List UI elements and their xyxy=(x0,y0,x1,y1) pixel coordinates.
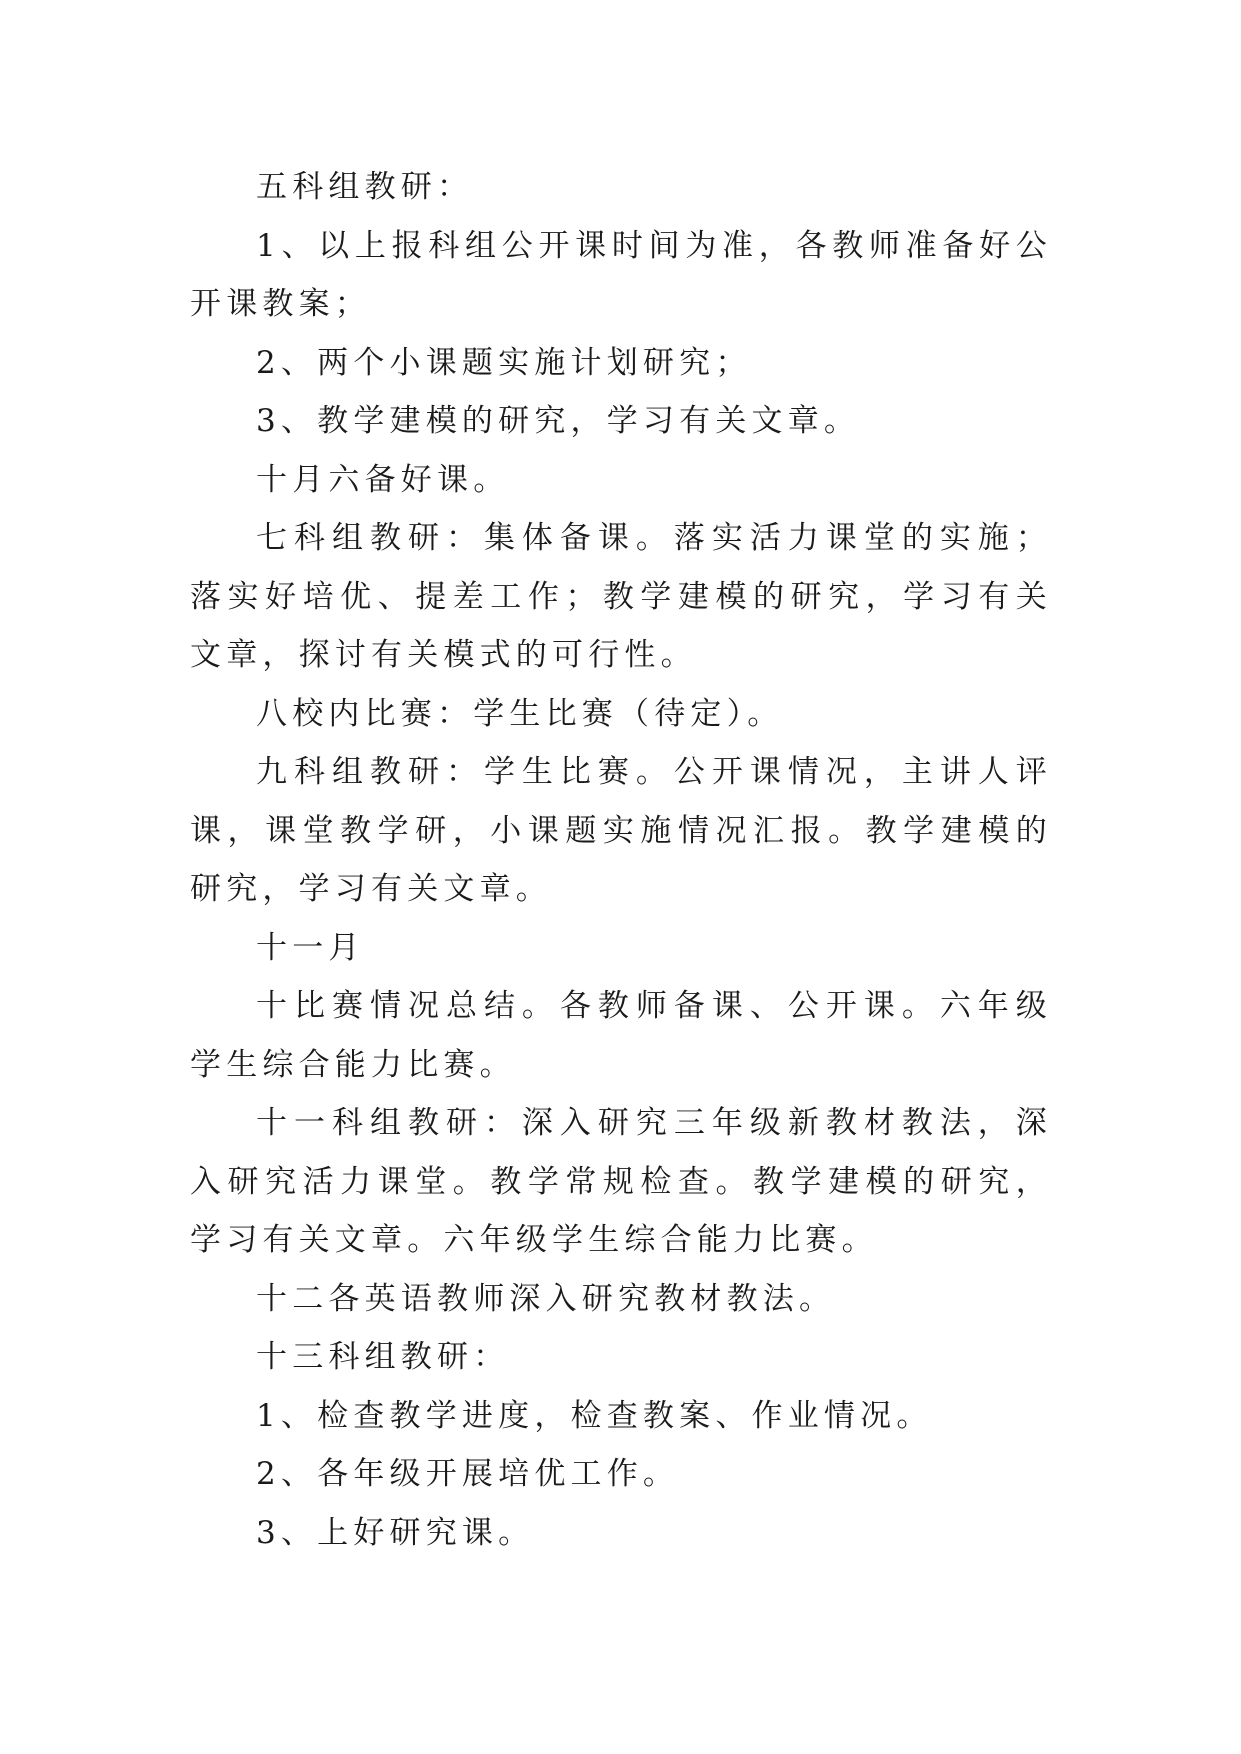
paragraph: 十一月 xyxy=(256,929,365,966)
paragraph: 十比赛情况总结。各教师备课、公开课。六年级学生综合能力比赛。 xyxy=(190,988,1052,1083)
paragraph: 七科组教研：集体备课。落实活力课堂的实施；落实好培优、提差工作；教学建模的研究，学习有关文章，探讨有关模式的可行性。 xyxy=(190,520,1052,673)
paragraph: 十二各英语教师深入研究教材教法。 xyxy=(256,1280,836,1317)
document-body xyxy=(190,158,1052,1562)
paragraph: 3、教学建模的研究，学习有关文章。 xyxy=(256,403,861,439)
paragraph: 1、检查教学进度，检查教案、作业情况。 xyxy=(256,1397,933,1434)
paragraph: 十一科组教研：深入研究三年级新教材教法，深入研究活力课堂。教学常规检查。教学建模的研究，学习有关文章。六年级学生综合能力比赛。 xyxy=(190,1105,1052,1258)
paragraph: 十三科组教研： xyxy=(256,1339,510,1375)
paragraph: 2、两个小课题实施计划研究； xyxy=(256,344,752,381)
paragraph: 1、以上报科组公开课时间为准，各教师准备好公开课教案； xyxy=(190,227,1052,322)
paragraph: 2、各年级开展培优工作。 xyxy=(256,1456,680,1492)
paragraph: 五科组教研： xyxy=(256,169,474,205)
paragraph: 十月六备好课。 xyxy=(256,461,510,498)
paragraph: 八校内比赛：学生比赛（待定）。 xyxy=(256,695,784,732)
paragraph: 九科组教研：学生比赛。公开课情况，主讲人评课，课堂教学研，小课题实施情况汇报。教学建模的研究，学习有关文章。 xyxy=(190,754,1052,907)
paragraph: 3、上好研究课。 xyxy=(256,1514,535,1551)
